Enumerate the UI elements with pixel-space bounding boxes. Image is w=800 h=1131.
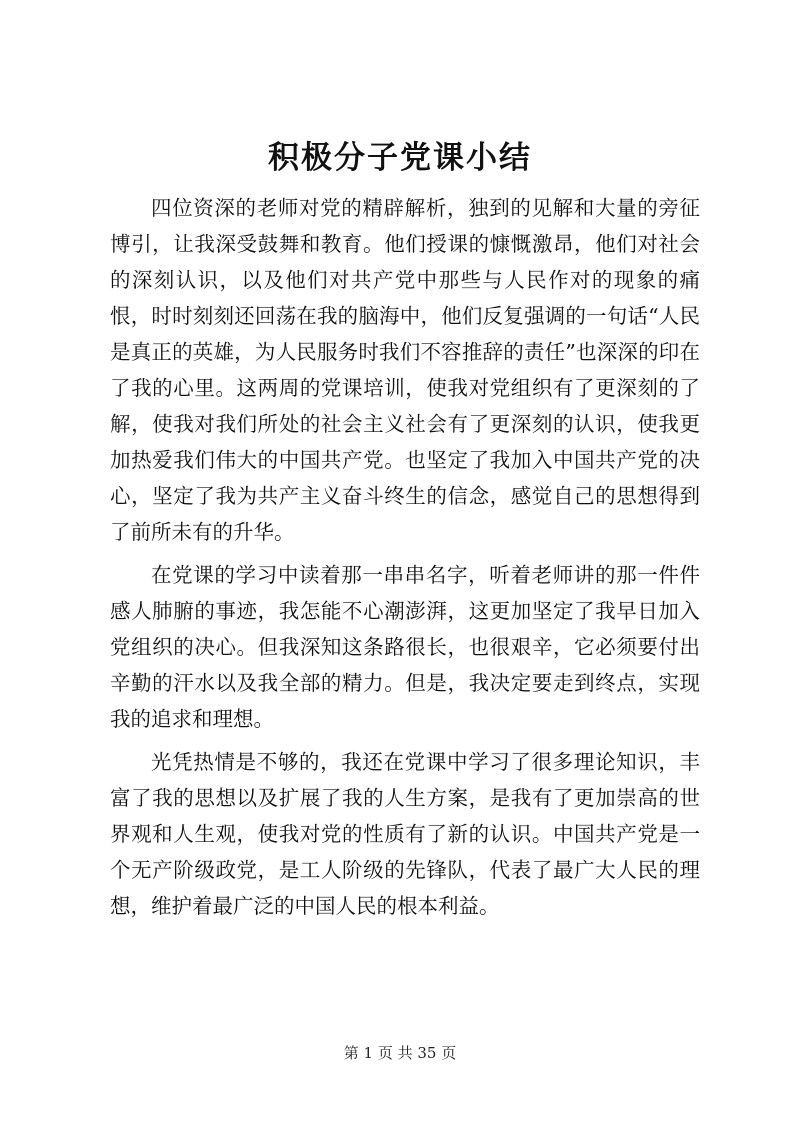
document-body [110, 190, 700, 931]
page-title: 积极分子党课小结 [268, 140, 532, 176]
page-number-footer: 第 1 页 共 35 页 [343, 1044, 457, 1062]
paragraph-1: 四位资深的老师对党的精辟解析，独到的见解和大量的旁征博引，让我深受鼓舞和教育。他们授课的慷慨激昂，他们对社会的深刻认识，以及他们对共产党中那些与人民作对的现象的痛恨，时时刻刻还回荡在我的脑海中，他们反复强调的一句话“人民是真正的英雄，为人民服务时我们不容推辞的责任”也深深的印在了我的心里。这两周的党课培训，使我对党组织有了更深刻的了解，使我对我们所处的社会主义社会有了更深刻的认识，使我更加热爱我们伟大的中国共产党。也坚定了我加入中国共产党的决心，坚定了我为共产主义奋斗终生的信念，感觉自己的思想得到了前所未有的升华。 [110, 196, 700, 544]
paragraph-3: 光凭热情是不够的，我还在党课中学习了很多理论知识，丰富了我的思想以及扩展了我的人生方案，是我有了更加崇高的世界观和人生观，使我对党的性质有了新的认识。中国共产党是一个无产阶级政党，是工人阶级的先锋队，代表了最广大人民的理想，维护着最广泛的中国人民的根本利益。 [110, 750, 700, 918]
paragraph-2: 在党课的学习中读着那一串串名字，听着老师讲的那一件件感人肺腑的事迹，我怎能不心潮澎湃，这更加坚定了我早日加入党组织的决心。但我深知这条路很长，也很艰辛，它必须要付出辛勤的汗水以及我全部的精力。但是，我决定要走到终点，实现我的追求和理想。 [110, 563, 700, 731]
